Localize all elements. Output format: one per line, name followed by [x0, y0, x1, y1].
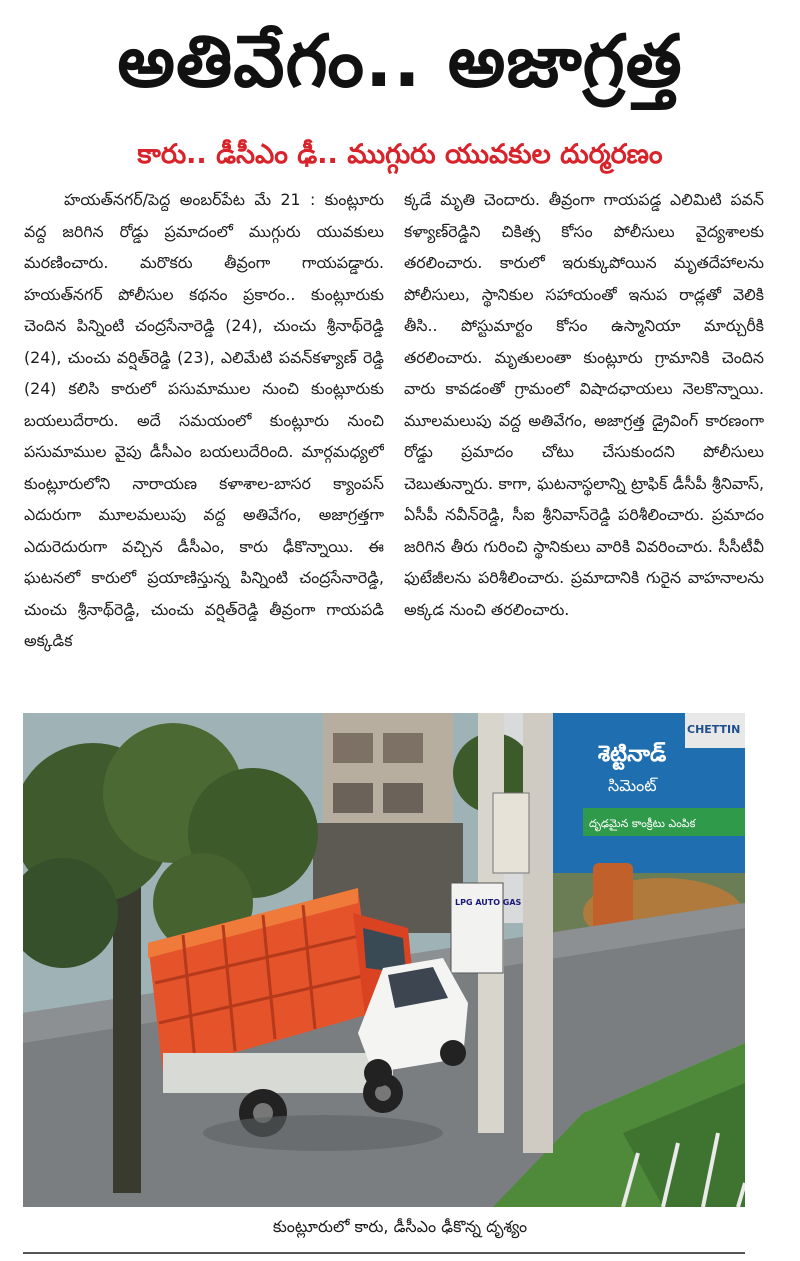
article-column-right — [404, 184, 764, 694]
bottom-rule — [23, 1252, 745, 1254]
hoarding-subtitle: సిమెంట్ — [608, 776, 657, 795]
hoarding-strip: దృఢమైన కాంక్రీటు ఎంపిక — [589, 817, 696, 830]
accident-photo — [23, 713, 745, 1207]
subheadline: కారు.. డీసీఎం ఢీ.. ముగ్గురు యువకుల దుర్మరణం — [137, 139, 663, 170]
corner-sign: CHETTIN — [687, 723, 741, 736]
photo-caption: కుంట్లూరులో కారు, డీసీఎం ఢీకొన్న దృశ్యం — [272, 1217, 528, 1236]
article-body — [24, 184, 764, 694]
article-text-left: హయత్‌నగర్/పెద్ద అంబర్‌పేట మే 21 : కుంట్లూరు వద్ద జరిగిన రోడ్డు ప్రమాదంలో ముగ్గురు యువకులు మరణించారు. మరొకరు తీవ్రంగా గాయపడ్డారు. హయత్‌నగర్ పోలీసుల కథనం ప్రకారం.. కుంట్లూరుకు చెందిన పిన్నింటి చంద్రసేనారెడ్డి (24), చుంచు శ్రీనాథ్‌రెడ్డి (24), చుంచు వర్షిత్‌రెడ్డి (23), ఎలిమేటి పవన్‌కళ్యాణ్ రెడ్డి (24) కలిసి కారులో పసుమాముల నుంచి కుంట్లూరుకు బయలుదేరారు. అదే సమయంలో కుంట్లూరు నుంచి పసుమాముల వైపు డీసీఎం బయలుదేరింది. మార్గమధ్యలో కుంట్లూరులోని నారాయణ కళాశాల-బాసర క్యాంపస్ ఎదురుగా మూలమలుపు వద్ద అతివేగం, అజాగ్రత్తగా ఎదురెదురుగా వచ్చిన డీసీఎం, కారు ఢీకొన్నాయి. ఈ ఘటనలో కారులో ప్రయాణిస్తున్న పిన్నింటి చంద్రసేనారెడ్డి, చుంచు శ్రీనాథ్‌రెడ్డి, చుంచు వర్షిత్‌రెడ్డి తీవ్రంగా గాయపడి అక్కడిక — [24, 190, 384, 650]
article-column-left — [24, 184, 384, 694]
article-text-right: క్కడే మృతి చెందారు. తీవ్రంగా గాయపడ్డ ఎలిమిటి పవన్ కళ్యాణ్‌రెడ్డిని చికిత్స కోసం పోలీసులు వైద్యశాలకు తరలించారు. కారులో ఇరుక్కుపోయిన మృతదేహాలను పోలీసులు, స్థానికుల సహాయంతో ఇనుప రాడ్లతో వెలికి తీసి.. పోస్టుమార్టం కోసం ఉస్మానియా మార్చురీకి తరలించారు. మృతులంతా కుంట్లూరు గ్రామానికి చెందిన వారు కావడంతో గ్రామంలో విషాదఛాయలు నెలకొన్నాయి. మూలమలుపు వద్ద అతివేగం, అజాగ్రత్త డ్రైవింగ్ కారణంగా రోడ్డు ప్రమాదం చోటు చేసుకుందని పోలీసులు చెబుతున్నారు. కాగా, ఘటనాస్థలాన్ని ట్రాఫిక్ డీసీపీ శ్రీనివాస్, ఏసీపీ నవీన్‌రెడ్డి, సీఐ శ్రీనివాస్‌రెడ్డి పరిశీలించారు. ప్రమాదం జరిగిన తీరు గురించి స్థానికులు వారికి వివరించారు. సీసీటీవీ ఫుటేజీలను పరిశీలించారు. ప్రమాదానికి గురైన వాహనాలను అక్కడ నుంచి తరలించారు. — [404, 190, 764, 619]
pole-sign — [451, 883, 503, 973]
headline: అతివేగం.. అజాగ్రత్త — [117, 19, 683, 103]
hoarding-title: శెట్టినాడ్ — [598, 742, 667, 767]
pole-sign-text: LPG AUTO GAS — [455, 898, 522, 907]
photo-pole-right — [523, 713, 553, 1153]
